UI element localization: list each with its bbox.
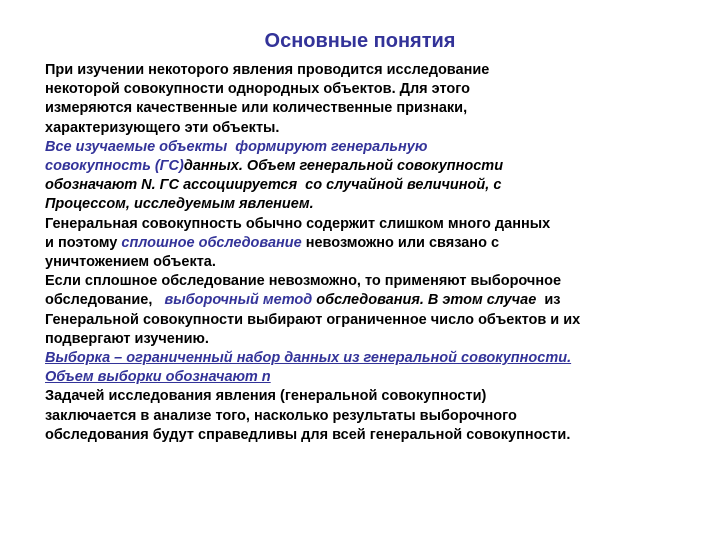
text-line xyxy=(45,157,705,176)
text-line xyxy=(45,330,705,349)
text-segment: Процессом, исследуемым явлением. xyxy=(45,196,314,213)
text-segment: характеризующего эти объекты. xyxy=(45,119,280,136)
text-line xyxy=(45,349,705,368)
text-segment: данных. Объем генеральной совокупности xyxy=(183,158,504,175)
text-line xyxy=(45,272,705,291)
text-segment: Генеральная совокупность обычно содержит слишком много данных xyxy=(45,215,551,232)
text-segment: обозначают N. ГС ассоциируется со случайной величиной, с xyxy=(45,177,502,194)
text-line xyxy=(45,234,705,253)
text-line xyxy=(45,253,705,272)
text-segment: измеряются качественные или количественные признаки, xyxy=(45,100,468,117)
text-segment: Если сплошное обследование невозможно, то применяют выборочное xyxy=(45,273,562,290)
slide-body-text xyxy=(45,61,705,445)
text-segment: из xyxy=(544,292,561,309)
text-line xyxy=(45,138,705,157)
text-segment: заключается в анализе того, насколько результаты выборочного xyxy=(45,407,517,424)
text-segment: Задачей исследования явления (генеральной совокупности) xyxy=(45,388,487,405)
slide-title xyxy=(0,30,720,53)
text-line xyxy=(45,407,705,426)
text-segment: совокупность (ГС) xyxy=(45,158,184,175)
text-segment: и поэтому xyxy=(45,234,122,251)
text-line xyxy=(45,119,705,138)
text-segment: уничтожением объекта. xyxy=(45,254,216,271)
text-line xyxy=(45,176,705,195)
text-segment: Выборка – ограниченный набор данных из генеральной совокупности. xyxy=(45,350,572,367)
text-segment: При изучении некоторого явления проводится исследование xyxy=(45,62,490,78)
text-segment: некоторой совокупности однородных объектов. Для этого xyxy=(45,81,470,98)
text-line xyxy=(45,368,705,387)
text-line xyxy=(45,99,705,118)
text-line xyxy=(45,311,705,330)
text-segment: обследования будут справедливы для всей генеральной совокупности. xyxy=(45,426,571,443)
text-line xyxy=(45,387,705,406)
text-line xyxy=(45,291,705,310)
text-segment: Объем выборки обозначают n xyxy=(45,369,271,386)
slide-title-text: Основные понятия xyxy=(264,30,456,52)
text-segment: подвергают изучению. xyxy=(45,330,209,347)
text-segment: Все изучаемые объекты формируют генеральную xyxy=(45,138,428,155)
text-line xyxy=(45,80,705,99)
text-line xyxy=(45,195,705,214)
text-segment: обследования. В этом случае xyxy=(312,292,545,309)
text-segment: выборочный метод xyxy=(164,292,313,309)
text-line xyxy=(45,426,705,445)
text-segment: обследование, xyxy=(45,292,165,309)
text-line xyxy=(45,215,705,234)
text-segment: сплошное обследование xyxy=(121,234,302,251)
text-segment: Генеральной совокупности выбирают ограниченное число объектов и их xyxy=(45,311,581,328)
text-line xyxy=(45,61,705,80)
text-segment: невозможно или связано с xyxy=(301,234,500,251)
